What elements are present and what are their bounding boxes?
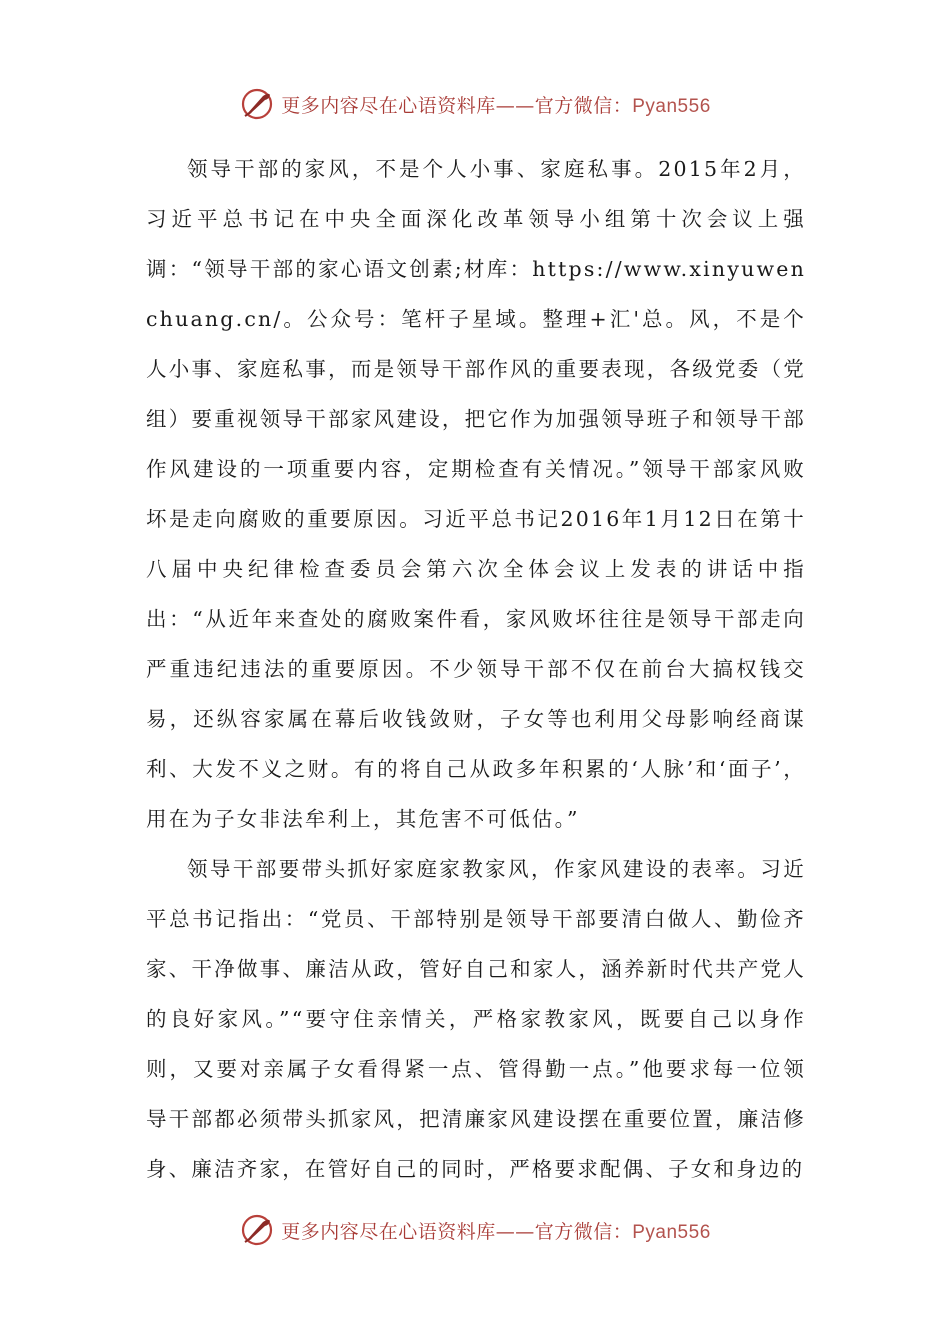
watermark-text: 更多内容尽在心语资料库——官方微信：Pyan556 bbox=[281, 94, 711, 117]
quill-pen-logo-icon bbox=[239, 1212, 275, 1248]
paragraph-1: 领导干部的家风，不是个人小事、家庭私事。2015年2月，习近平总书记在中央全面深化改革领导小组第十次会议上强调：“领导干部的家心语文创素;材库：https://www.xinyuwenchuang.cn/。公众号：笔杆子星域。整理+汇'总。风，不是个人小事、家庭私事，而是领导干部作风的重要表现，各级党委（党组）要重视领导干部家风建设，把它作为加强领导班子和领导干部作风建设的一项重要内容，定期检查有关情况。”领导干部家风败坏是走向腐败的重要原因。习近平总书记2016年1月12日在第十八届中央纪律检查委员会第六次全体会议上发表的讲话中指出：“从近年来查处的腐败案件看，家风败坏往往是领导干部走向严重违纪违法的重要原因。不少领导干部不仅在前台大搞权钱交易，还纵容家属在幕后收钱敛财，子女等也利用父母影响经商谋利、大发不义之财。有的将自己从政多年积累的‘人脉’和‘面子’，用在为子女非法牟利上，其危害不可低估。” bbox=[146, 157, 806, 831]
footer-watermark bbox=[0, 1208, 950, 1252]
header-watermark bbox=[0, 82, 950, 126]
watermark-text: 更多内容尽在心语资料库——官方微信：Pyan556 bbox=[281, 1220, 711, 1243]
wechat-id: Pyan556 bbox=[632, 1221, 711, 1243]
paragraph-2: 领导干部要带头抓好家庭家教家风，作家风建设的表率。习近平总书记指出：“党员、干部特别是领导干部要清白做人、勤俭齐家、干净做事、廉洁从政，管好自己和家人，涵养新时代共产党人的良好家风。”“要守住亲情关，严格家教家风，既要自己以身作则，又要对亲属子女看得紧一点、管得勤一点。”他要求每一位领导干部都必须带头抓家风，把清廉家风建设摆在重要位置，廉洁修身、廉洁齐家，在管好自己的同时，严格要求配偶、子女和身边的 bbox=[146, 857, 806, 1181]
wechat-id: Pyan556 bbox=[632, 95, 711, 117]
document-body bbox=[146, 144, 806, 1194]
quill-pen-logo-icon bbox=[239, 86, 275, 122]
